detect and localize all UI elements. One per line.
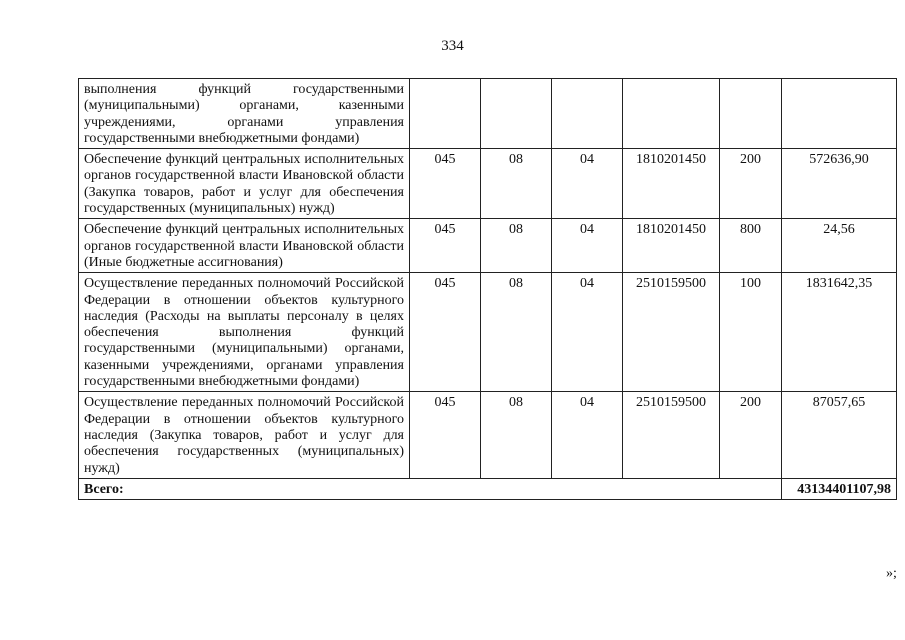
row-subsection-code: 04	[552, 392, 623, 478]
table-row	[79, 219, 897, 273]
row-target-code: 1810201450	[623, 149, 720, 219]
row-expense-type-code	[720, 79, 782, 149]
row-description: Осуществление переданных полномочий Российской Федерации в отношении объектов культурного наследия (Расходы на выплаты персоналу в целях обеспечения выполнения функций государственными (муниципальными) органами, казенными учреждениями, органами управления государственными внебюджетными фондами)	[79, 273, 410, 392]
row-ministry-code: 045	[410, 219, 481, 273]
row-subsection-code: 04	[552, 273, 623, 392]
row-amount: 87057,65	[782, 392, 897, 478]
row-expense-type-code: 100	[720, 273, 782, 392]
budget-table	[78, 78, 897, 500]
row-expense-type-code: 200	[720, 392, 782, 478]
page-number: 334	[441, 38, 464, 54]
table-row	[79, 149, 897, 219]
row-expense-type-code: 200	[720, 149, 782, 219]
row-section-code: 08	[481, 392, 552, 478]
row-subsection-code: 04	[552, 149, 623, 219]
row-amount: 572636,90	[782, 149, 897, 219]
row-description: выполнения функций государственными (муниципальными) органами, казенными учреждениями, органами управления государственными внебюджетными фондами)	[79, 79, 410, 149]
row-amount: 1831642,35	[782, 273, 897, 392]
row-amount	[782, 79, 897, 149]
row-section-code	[481, 79, 552, 149]
row-subsection-code: 04	[552, 219, 623, 273]
row-description: Обеспечение функций центральных исполнительных органов государственной власти Ивановской области (Закупка товаров, работ и услуг для обеспечения государственных (муниципальных) нужд)	[79, 149, 410, 219]
row-ministry-code: 045	[410, 392, 481, 478]
table-row	[79, 79, 897, 149]
row-section-code: 08	[481, 149, 552, 219]
row-expense-type-code: 800	[720, 219, 782, 273]
row-description: Осуществление переданных полномочий Российской Федерации в отношении объектов культурного наследия (Закупка товаров, работ и услуг для обеспечения государственных (муниципальных) нужд)	[79, 392, 410, 478]
total-row	[79, 478, 897, 499]
row-section-code: 08	[481, 273, 552, 392]
table-row	[79, 392, 897, 478]
row-ministry-code	[410, 79, 481, 149]
row-target-code	[623, 79, 720, 149]
row-section-code: 08	[481, 219, 552, 273]
table-row	[79, 273, 897, 392]
total-amount: 43134401107,98	[782, 478, 897, 499]
row-subsection-code	[552, 79, 623, 149]
row-ministry-code: 045	[410, 273, 481, 392]
row-description: Обеспечение функций центральных исполнительных органов государственной власти Ивановской области (Иные бюджетные ассигнования)	[79, 219, 410, 273]
row-target-code: 2510159500	[623, 392, 720, 478]
row-amount: 24,56	[782, 219, 897, 273]
closing-quote-mark: »;	[886, 566, 897, 581]
row-target-code: 2510159500	[623, 273, 720, 392]
row-ministry-code: 045	[410, 149, 481, 219]
total-label: Всего:	[79, 478, 782, 499]
row-target-code: 1810201450	[623, 219, 720, 273]
